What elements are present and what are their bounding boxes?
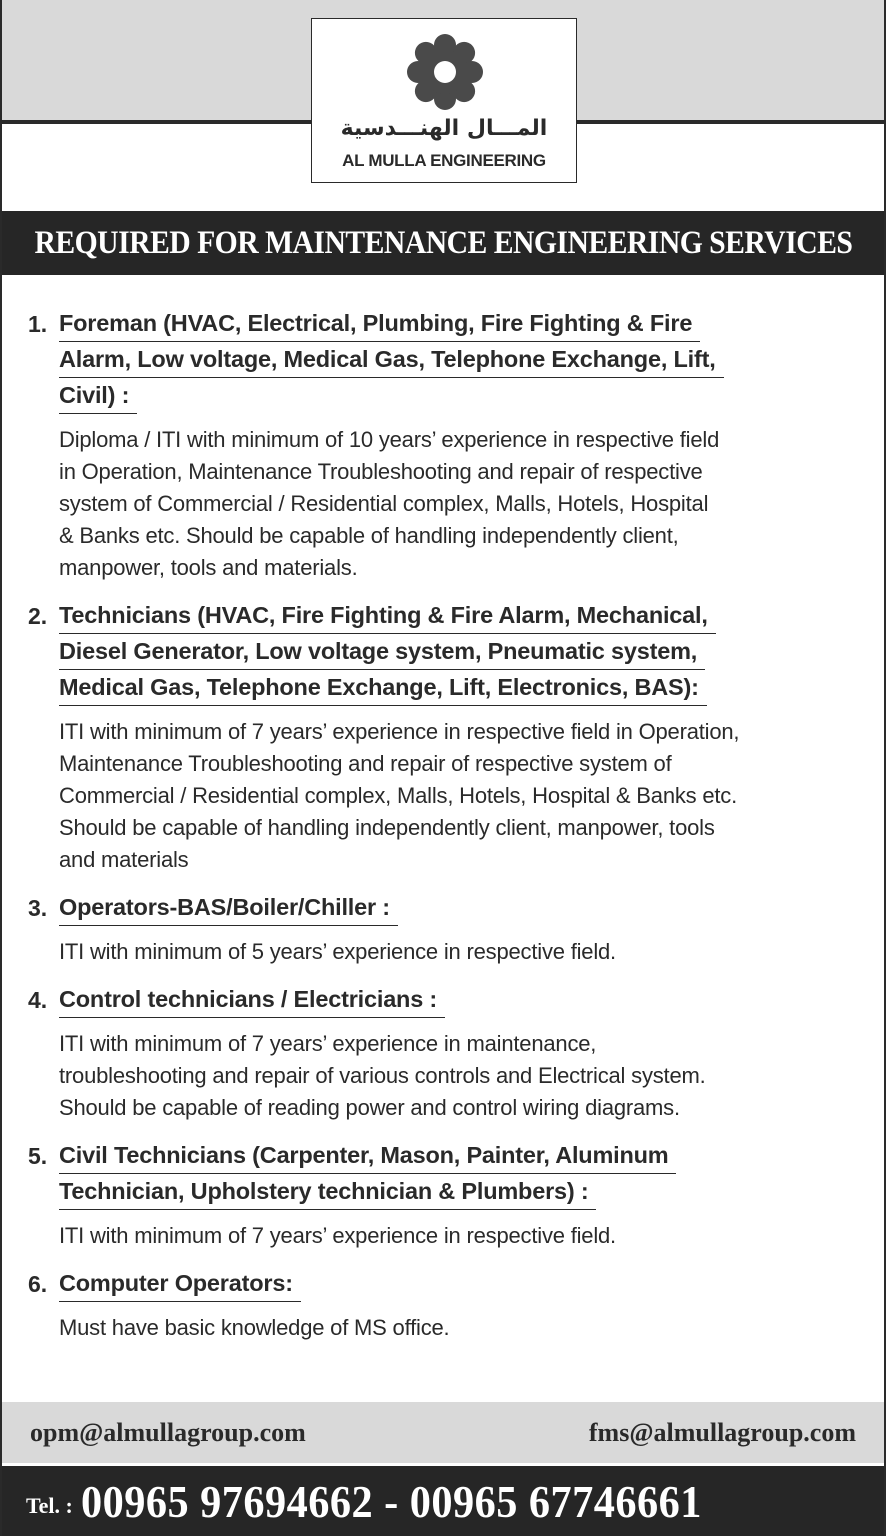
description-line: troubleshooting and repair of various controls and Electrical system. [59,1063,706,1088]
position-title-line: Civil) : [59,378,137,414]
description-line: ITI with minimum of 7 years’ experience in respective field in Operation, [59,719,740,744]
telephone-bar [2,1466,884,1536]
position-title-line: Alarm, Low voltage, Medical Gas, Telephone Exchange, Lift, [59,342,724,378]
position-number: 2. [28,603,48,629]
position-description [59,424,864,584]
title-bar [2,211,884,275]
position-description [59,1028,864,1124]
description-line: ITI with minimum of 5 years’ experience in respective field. [59,939,616,964]
description-line: & Banks etc. Should be capable of handling independently client, [59,523,679,548]
position-title-line: Medical Gas, Telephone Exchange, Lift, Electronics, BAS): [59,670,707,706]
logo-box [311,18,577,183]
description-line: manpower, tools and materials. [59,555,358,580]
header [2,0,884,211]
logo-arabic-name: المـــال الهنـــدسية [340,116,548,141]
tel-numbers[interactable]: 00965 97694662 - 00965 67746661 [80,1475,702,1527]
description-line: ITI with minimum of 7 years’ experience in respective field. [59,1223,616,1248]
position-title-line: Technician, Upholstery technician & Plumbers) : [59,1174,596,1210]
position-number: 4. [28,987,48,1013]
email-right[interactable]: fms@almullagroup.com [588,1417,856,1447]
description-line: Commercial / Residential complex, Malls, Hotels, Hospital & Banks etc. [59,783,738,808]
position-description [59,716,864,876]
description-line: ITI with minimum of 7 years’ experience in maintenance, [59,1031,597,1056]
email-bar [2,1402,884,1463]
positions-list [2,306,884,1358]
position-description [59,936,864,968]
position-number: 1. [28,311,48,337]
position-title-line: Operators-BAS/Boiler/Chiller : [59,890,398,926]
position-title-line: Civil Technicians (Carpenter, Mason, Painter, Aluminum [59,1138,676,1174]
page-title: REQUIRED FOR MAINTENANCE ENGINEERING SERVICES [34,224,852,261]
position-title-line: Foreman (HVAC, Electrical, Plumbing, Fire Fighting & Fire [59,306,700,342]
position-title-line: Control technicians / Electricians : [59,982,445,1018]
email-left[interactable]: opm@almullagroup.com [30,1417,306,1447]
position-number: 3. [28,895,48,921]
position-title-line: Diesel Generator, Low voltage system, Pneumatic system, [59,634,705,670]
description-line: Must have basic knowledge of MS office. [59,1315,450,1340]
position-number: 6. [28,1271,48,1297]
description-line: Should be capable of handling independently client, manpower, tools [59,815,715,840]
position-description [59,1220,864,1252]
description-line: Maintenance Troubleshooting and repair of respective system of [59,751,672,776]
description-line: system of Commercial / Residential complex, Malls, Hotels, Hospital [59,491,709,516]
logo-english-name: AL MULLA ENGINEERING [342,151,546,170]
position-title-line: Technicians (HVAC, Fire Fighting & Fire Alarm, Mechanical, [59,598,716,634]
position-description [59,1312,864,1344]
position-number: 5. [28,1143,48,1169]
description-line: Diploma / ITI with minimum of 10 years’ experience in respective field [59,427,720,452]
position-item [2,890,884,968]
position-item [2,1138,884,1252]
tel-label: Tel. : [26,1493,73,1518]
description-line: in Operation, Maintenance Troubleshooting and repair of respective [59,459,703,484]
description-line: Should be capable of reading power and control wiring diagrams. [59,1095,680,1120]
position-item [2,982,884,1124]
position-item [2,1266,884,1344]
position-item [2,306,884,584]
flower-gear-logo-icon [404,31,486,113]
position-item [2,598,884,876]
position-title-line: Computer Operators: [59,1266,301,1302]
description-line: and materials [59,847,189,872]
